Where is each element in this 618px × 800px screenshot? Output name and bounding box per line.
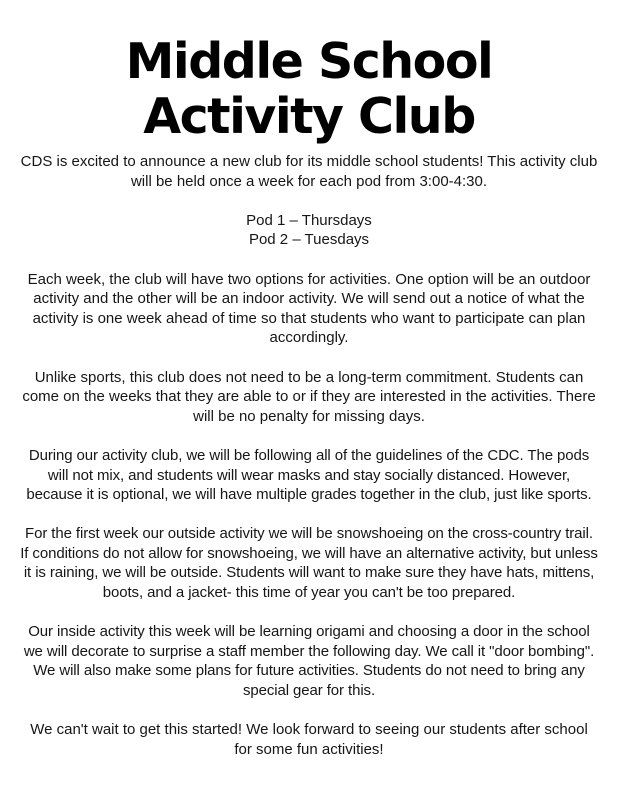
activity-options-paragraph: Each week, the club will have two options for activities. One option will be an outdoor activity and the other will be an indoor activity. We will send out a notice of what the activity is one week ahead of time so that students who want to participate can plan accordingly. bbox=[27, 270, 591, 347]
cdc-guidelines-paragraph: During our activity club, we will be following all of the guidelines of the CDC. The pods will not mix, and students will wear masks and stay socially distanced. However, because it is optional, we will have multiple grades together in the club, just like sports. bbox=[26, 446, 592, 504]
inside-activity-paragraph: Our inside activity this week will be learning origami and choosing a door in the school we will decorate to surprise a staff member the following day. We call it "door bombing". We will also make some plans for future activities. Students do not need to bring any special gear for this. bbox=[23, 623, 595, 700]
outside-activity-paragraph: For the first week our outside activity we will be snowshoeing on the cross-country trail. If conditions do not allow for snowshoeing, we will have an alternative activity, but unless it is raining, we will be outside. Students will want to make sure they have hats, mittens, boots, and a jacket- this time of year you can't be too prepared. bbox=[20, 525, 598, 602]
commitment-paragraph: Unlike sports, this club does not need to be a long-term commitment. Students can come on the weeks that they are able to or if they are interested in the activities. There will be no penalty for missing days. bbox=[22, 368, 596, 425]
page-title bbox=[0, 34, 618, 144]
pod-schedule bbox=[20, 211, 598, 250]
pod-2-schedule: Pod 2 – Tuesdays bbox=[248, 231, 370, 249]
intro-paragraph: CDS is excited to announce a new club for its middle school students! This activity club will be held once a week for each pod from 3:00-4:30. bbox=[20, 153, 598, 190]
title-line-1: Middle School bbox=[125, 33, 493, 90]
pod-1-schedule: Pod 1 – Thursdays bbox=[246, 211, 372, 229]
closing-paragraph: We can't wait to get this started! We look forward to seeing our students after school for some fun activities! bbox=[30, 721, 588, 758]
flyer-body bbox=[20, 152, 598, 779]
title-line-2: Activity Club bbox=[143, 88, 475, 145]
